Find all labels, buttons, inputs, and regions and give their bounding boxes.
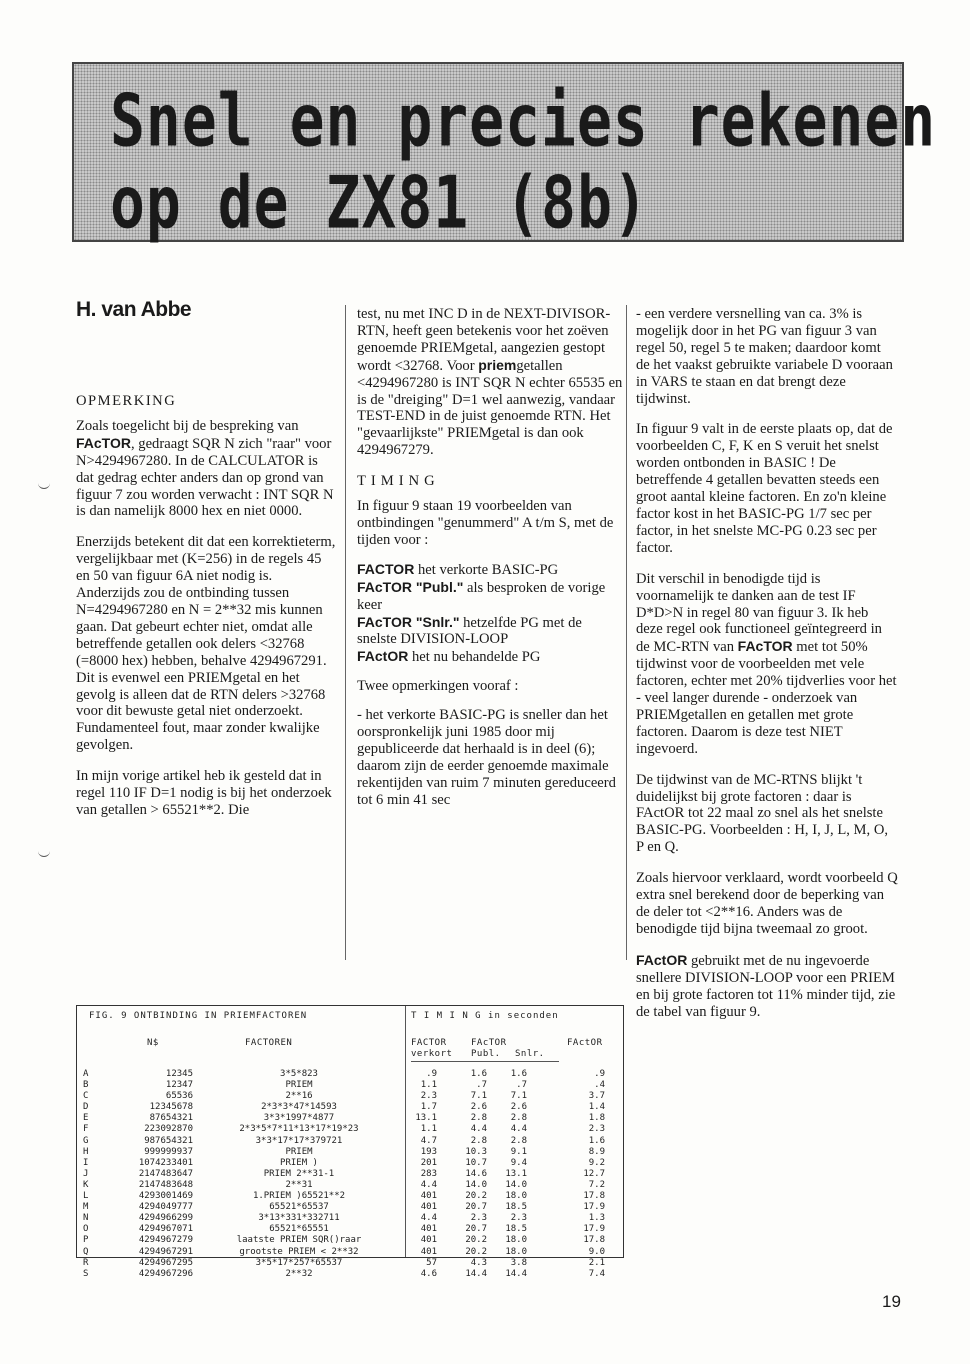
cell-f: 65521*65551 (269, 1224, 329, 1235)
cell-t2: 10.7 (465, 1157, 487, 1168)
cell-t4: 7.2 (588, 1179, 605, 1190)
cell-id: K (83, 1179, 89, 1190)
cell-t1: 4.4 (420, 1213, 437, 1224)
paragraph: In figuur 9 valt in de eerste plaats op, dat de voorbeelden C, F, K en S veruit het snelst worden ontbonden in BASIC ! De betreffende 4 getallen bevatten steeds een groot aantal kleine factoren. En zo'n kleine factor kost in het BASIC-PG 1/7 sec per factor, in het snelste MC-PG 0.23 sec per factor. (636, 421, 893, 556)
cell-f: 65521*65537 (269, 1202, 329, 1213)
cell-t1: 401 (420, 1246, 437, 1257)
table-row (83, 1147, 619, 1158)
page-number: 19 (882, 1292, 901, 1311)
cell-n: 1074233401 (138, 1157, 193, 1168)
paragraph: Zoals hiervoor verklaard, wordt voorbeeld Q extra snel berekend door de beperking van de deler tot <2**16. Anders was de benodigde tijd bijna tweemaal zo groot. (636, 870, 898, 937)
cell-id: B (83, 1080, 89, 1091)
cell-t3: 18.0 (505, 1246, 527, 1257)
column-3 (636, 306, 898, 1034)
cell-n: 4294967279 (138, 1235, 193, 1246)
cell-f: 2*3*3*47*14593 (261, 1102, 337, 1113)
cell-t2: 2.3 (470, 1213, 487, 1224)
cell-t3: 7.1 (510, 1091, 527, 1102)
cell-t2: 20.7 (465, 1224, 487, 1235)
column-1-text (76, 418, 338, 819)
cell-n: 4294967295 (138, 1257, 193, 1268)
cell-t3: 18.0 (505, 1235, 527, 1246)
cell-t3: 2.6 (510, 1102, 527, 1113)
cell-id: M (83, 1202, 89, 1213)
cell-n: 987654321 (144, 1135, 193, 1146)
cell-t2: 10.3 (465, 1146, 487, 1157)
column-3-text (636, 306, 898, 1020)
cell-t4: 1.8 (588, 1113, 605, 1124)
cell-t4: 17.9 (583, 1202, 605, 1213)
cell-f: grootste PRIEM < 2**32 (239, 1246, 359, 1257)
table-row (83, 1124, 619, 1135)
table-row (83, 1235, 619, 1246)
cell-id: A (83, 1069, 89, 1079)
cell-t3: 18.5 (505, 1224, 527, 1235)
cell-t3: 2.3 (510, 1213, 527, 1224)
cell-n: 12345 (165, 1069, 193, 1079)
header-sub-verkort: verkort (411, 1049, 453, 1059)
table-row (83, 1136, 619, 1147)
header-underline (411, 1061, 559, 1062)
cell-f: PRIEM 2**31-1 (263, 1168, 335, 1179)
cell-t1: 401 (420, 1235, 437, 1246)
cell-t4: 8.9 (588, 1146, 605, 1157)
cell-t3: 9.1 (510, 1146, 527, 1157)
cell-id: G (83, 1135, 89, 1146)
cell-n: 87654321 (149, 1113, 193, 1124)
cell-f: 2**16 (285, 1091, 313, 1102)
cell-t3: 14.0 (505, 1179, 527, 1190)
cell-t4: .4 (594, 1080, 605, 1091)
cell-id: H (83, 1146, 89, 1157)
cell-id: L (83, 1191, 89, 1202)
cell-t3: 18.0 (505, 1191, 527, 1202)
cell-id: P (83, 1235, 89, 1246)
cell-t3: 13.1 (505, 1168, 527, 1179)
cell-t2: .7 (476, 1080, 487, 1091)
column-2-text-b (357, 498, 625, 809)
paragraph: Dit verschil in benodigde tijd is voornamelijk te danken aan de test IF D*D>N in regel 80 van figuur 3. Ik heb deze regel ook functioneel geïntegreerd in de MC-RTN van FAcTOR met tot 50% tijdwinst voor de voorbeelden met vele factoren, echter met 20% tijdverlies voor het - veel langer durende - onderzoek van PRIEMgetallen en getallen met grote factoren. Daarom is deze test NIET ingevoerd. (636, 570, 897, 757)
paragraph: - het verkorte BASIC-PG is sneller dan het oorspronkelijk juni 1985 door mij gepubliceerde dat herhaald is in deel (6); daarom zijn de eerder genoemde maximale rekentijden van ruim 7 minuten gereduceerd tot 6 min 41 sec (357, 707, 616, 808)
cell-t2: 2.6 (470, 1102, 487, 1113)
table-rows (83, 1069, 619, 1280)
cell-t4: 1.4 (588, 1102, 605, 1113)
cell-t3: 2.8 (510, 1135, 527, 1146)
table-row (83, 1258, 619, 1269)
cell-t2: 14.4 (465, 1268, 487, 1279)
cell-id: E (83, 1113, 89, 1124)
table-row (83, 1091, 619, 1102)
table-row (83, 1102, 619, 1113)
header-ns: N$ (147, 1038, 159, 1048)
title-line-1: Snel en precies rekenen (110, 78, 937, 163)
paragraph: In figuur 9 staan 19 voorbeelden van ontbindingen "genummerd" A t/m S, met de tijden voor : (357, 498, 614, 548)
margin-mark (38, 848, 50, 857)
paragraph: Zoals toegelicht bij de bespreking van FAcTOR, gedraagt SQR N zich "raar" voor N>4294967280. In de CALCULATOR is dat gedrag echter anders dan op grond van figuur 7 zou worden verwacht : INT SQR N is dan namelijk 8000 hex en niet 0000. (76, 417, 334, 520)
cell-t1: 1.1 (420, 1124, 437, 1135)
column-2-text-a (357, 306, 625, 459)
cell-n: 2147483647 (138, 1168, 193, 1179)
header-factor-publ: FAcTOR (471, 1038, 507, 1048)
cell-n: 12347 (165, 1080, 193, 1091)
cell-t1: 401 (420, 1202, 437, 1213)
cell-t1: 283 (420, 1168, 437, 1179)
cell-t1: 13.1 (415, 1113, 437, 1124)
column-divider (626, 305, 627, 960)
table-row (83, 1202, 619, 1213)
header-sub-snlr: Snlr. (515, 1049, 545, 1059)
cell-f: 1.PRIEM )65521**2 (252, 1191, 346, 1202)
cell-n: 999999937 (144, 1146, 193, 1157)
cell-id: C (83, 1091, 89, 1102)
cell-t3: 1.6 (510, 1069, 527, 1079)
cell-t3: 2.8 (510, 1113, 527, 1124)
cell-t4: 17.8 (583, 1191, 605, 1202)
cell-t2: 7.1 (470, 1091, 487, 1102)
cell-t4: 9.2 (588, 1157, 605, 1168)
cell-n: 12345678 (149, 1102, 193, 1113)
cell-t3: 9.4 (510, 1157, 527, 1168)
cell-f: 2**31 (285, 1179, 313, 1190)
cell-t4: 9.0 (588, 1246, 605, 1257)
cell-t2: 20.2 (465, 1246, 487, 1257)
paragraph: De tijdwinst van de MC-RTNS blijkt 't duidelijkst bij grote factoren : daar is FActOR tot 22 maal zo snel als het snelste BASIC-PG. Voorbeelden : H, I, J, L, M, O, P en Q. (636, 771, 889, 856)
cell-n: 65536 (165, 1091, 193, 1102)
cell-id: D (83, 1102, 89, 1113)
cell-t2: 2.8 (470, 1113, 487, 1124)
cell-t3: .7 (516, 1080, 527, 1091)
cell-f: PRIEM (285, 1146, 313, 1157)
cell-t2: 20.7 (465, 1202, 487, 1213)
cell-t2: 20.2 (465, 1191, 487, 1202)
cell-t2: 14.0 (465, 1179, 487, 1190)
cell-id: Q (83, 1246, 89, 1257)
author: H. van Abbe (76, 298, 192, 321)
cell-f: 3*5*823 (280, 1069, 318, 1079)
cell-t4: 3.7 (588, 1091, 605, 1102)
table-row (83, 1269, 619, 1280)
cell-t3: 18.5 (505, 1202, 527, 1213)
figure-9-table (76, 1005, 624, 1279)
table-row (83, 1069, 619, 1080)
cell-n: 4294967296 (138, 1268, 193, 1279)
cell-t1: 193 (420, 1146, 437, 1157)
cell-id: S (83, 1268, 89, 1279)
cell-t1: 1.1 (420, 1080, 437, 1091)
cell-t1: 4.6 (420, 1268, 437, 1279)
cell-t1: 1.7 (420, 1102, 437, 1113)
header-factor: FACTOR (411, 1038, 447, 1048)
cell-t4: 17.9 (583, 1224, 605, 1235)
heading-timing: TIMING (357, 473, 440, 490)
cell-f: 2*3*5*7*11*13*17*19*23 (239, 1124, 359, 1135)
paragraph: Enerzijds betekent dit dat een korrektieterm, vergelijkbaar met (K=256) in de regels 45 en 50 van figuur 6A niet nodig is. Anderzijds zou de ontbinding tussen N=4294967280 en N = 2**32 mis kunnen gaan. Dat gebeurt echter niet, omdat alle betreffende getallen ook delers <32768 (=8000 hex) hebben, behalve 4294967291. Dit is evenwel een PRIEMgetal en het gevolg is alleen dat de RTN delers >32768 voor dit bewuste getal niet onderzoekt. Fundamenteel fout, maar zonder kwalijke gevolgen. (76, 534, 336, 754)
cell-t2: 1.6 (470, 1069, 487, 1079)
cell-f: PRIEM (285, 1080, 313, 1091)
cell-id: J (83, 1168, 89, 1179)
column-2 (357, 306, 625, 821)
cell-t1: 401 (420, 1224, 437, 1235)
table-row (83, 1247, 619, 1258)
cell-f: laatste PRIEM SQR()raar (236, 1235, 362, 1246)
paragraph: In mijn vorige artikel heb ik gesteld dat in regel 110 IF D=1 nodig is bij het onderzoek van getallen > 65521**2. Die (76, 768, 332, 818)
cell-n: 4293001469 (138, 1191, 193, 1202)
cell-t4: 7.4 (588, 1268, 605, 1279)
cell-t3: 14.4 (505, 1268, 527, 1279)
cell-n: 4294967071 (138, 1224, 193, 1235)
cell-t2: 4.4 (470, 1124, 487, 1135)
title-banner (72, 62, 937, 245)
cell-t4: 1.6 (588, 1135, 605, 1146)
cell-t1: 4.7 (420, 1135, 437, 1146)
paragraph: test, nu met INC D in de NEXT-DIVISOR-RTN, heeft geen betekenis voor het zoëven genoemde PRIEMgetal, aangezien gestopt wordt <32768. Voor priemgetallen <4294967280 is INT SQR N echter 65535 en is de "dreiging" D=1 wel aanwezig, vandaar TEST-END in de juist genoemde RTN. Het "gevaarlijkste" PRIEMgetal is dan ook 4294967279. (357, 306, 623, 459)
cell-t1: .9 (426, 1069, 437, 1079)
timing-caption: T I M I N G in seconden (411, 1011, 559, 1021)
cell-t4: 12.7 (583, 1168, 605, 1179)
cell-t1: 57 (426, 1257, 437, 1268)
cell-n: 4294966299 (138, 1213, 193, 1224)
cell-t2: 20.2 (465, 1235, 487, 1246)
header-factoren: FACTOREN (245, 1038, 293, 1048)
cell-id: F (83, 1124, 89, 1135)
cell-n: 4294967291 (138, 1246, 193, 1257)
cell-f: PRIEM ) (280, 1157, 318, 1168)
table-row (83, 1213, 619, 1224)
cell-t4: 17.8 (583, 1235, 605, 1246)
figure-caption: FIG. 9 ONTBINDING IN PRIEMFACTOREN (89, 1011, 308, 1021)
cell-t4: 2.1 (588, 1257, 605, 1268)
cell-t4: .9 (594, 1069, 605, 1079)
cell-t4: 2.3 (588, 1124, 605, 1135)
table-row (83, 1224, 619, 1235)
cell-t2: 4.3 (470, 1257, 487, 1268)
cell-f: 2**32 (285, 1268, 313, 1279)
header-factor-new: FActOR (567, 1038, 603, 1048)
table-row (83, 1158, 619, 1169)
paragraph: FACTOR het verkorte BASIC-PG FAcTOR "Publ." als besproken de vorige keer FAcTOR "Snlr." hetzelfde PG met de snelste DIVISION-LOOP FActOR het nu behandelde PG (357, 560, 606, 666)
column-1 (76, 393, 338, 833)
cell-t1: 2.3 (420, 1091, 437, 1102)
column-divider (345, 305, 346, 960)
cell-f: 3*3*1997*4877 (263, 1113, 335, 1124)
paragraph: Twee opmerkingen vooraf : (357, 678, 519, 695)
table-row (83, 1169, 619, 1180)
cell-t1: 201 (420, 1157, 437, 1168)
cell-t2: 14.6 (465, 1168, 487, 1179)
cell-t1: 4.4 (420, 1179, 437, 1190)
cell-id: I (83, 1157, 89, 1168)
cell-t1: 401 (420, 1191, 437, 1202)
table-row (83, 1080, 619, 1091)
cell-t4: 1.3 (588, 1213, 605, 1224)
heading-opmerking: OPMERKING (76, 393, 177, 409)
title-line-2: op de ZX81 (8b) (110, 160, 649, 245)
cell-id: O (83, 1224, 89, 1235)
cell-f: 3*5*17*257*65537 (255, 1257, 343, 1268)
cell-t3: 4.4 (510, 1124, 527, 1135)
cell-n: 4294049777 (138, 1202, 193, 1213)
cell-n: 223092870 (144, 1124, 193, 1135)
header-sub-publ: Publ. (471, 1049, 501, 1059)
cell-id: N (83, 1213, 89, 1224)
table-row (83, 1113, 619, 1124)
cell-id: R (83, 1257, 89, 1268)
margin-mark (38, 480, 50, 489)
cell-n: 2147483648 (138, 1179, 193, 1190)
cell-t2: 2.8 (470, 1135, 487, 1146)
cell-f: 3*13*331*332711 (258, 1213, 340, 1224)
cell-f: 3*3*17*17*379721 (255, 1135, 343, 1146)
table-row (83, 1180, 619, 1191)
paragraph: - een verdere versnelling van ca. 3% is mogelijk door in het PG van figuur 3 van regel 50, regel 5 te maken; daardoor komt de het vaakst gebruikte variabele D vooraan in VARS te staan en dat brengt deze tijdwinst. (636, 306, 893, 407)
cell-t3: 3.8 (510, 1257, 527, 1268)
table-row (83, 1191, 619, 1202)
paragraph: FActOR gebruikt met de nu ingevoerde snellere DIVISION-LOOP voor een PRIEM en bij grote factoren tot 11% minder tijd, zie de tabel van figuur 9. (636, 951, 896, 1020)
